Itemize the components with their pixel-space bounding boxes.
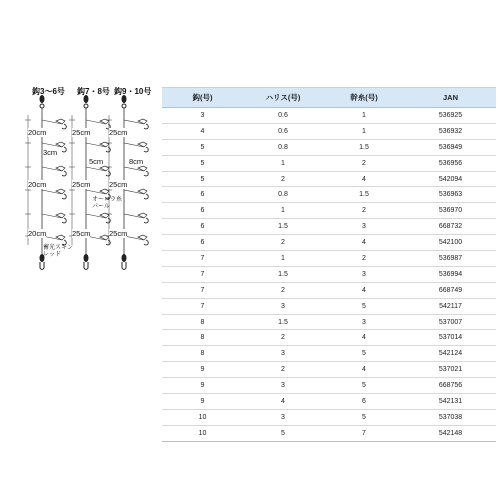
- cell-harris: 1: [243, 155, 323, 171]
- table-row: [162, 171, 496, 187]
- cell-jan: 536994: [405, 266, 496, 282]
- table-row: [162, 219, 496, 235]
- cell-harris: 2: [243, 235, 323, 251]
- cell-harris: 2: [243, 330, 323, 346]
- cell-mainline: 2: [323, 251, 405, 267]
- table-row: [162, 394, 496, 410]
- cell-mainline: 1: [323, 108, 405, 124]
- table-row: [162, 298, 496, 314]
- cell-mainline: 5: [323, 378, 405, 394]
- dim-g3-middle: 25cm: [109, 180, 128, 189]
- cell-jan: 542100: [405, 235, 496, 251]
- hook-icon: [62, 124, 66, 129]
- hook-icon: [144, 171, 148, 176]
- table-header-row: [162, 88, 496, 108]
- cell-jan: 542117: [405, 298, 496, 314]
- dim-g3-lower: 25cm: [109, 229, 128, 238]
- cell-hook: 9: [162, 378, 243, 394]
- cell-harris: 3: [243, 409, 323, 425]
- cell-harris: 1: [243, 251, 323, 267]
- hook-icon: [144, 240, 148, 245]
- hook-icon: [106, 171, 110, 176]
- cell-jan: 536932: [405, 123, 496, 139]
- cell-harris: 3: [243, 298, 323, 314]
- cell-hook: 6: [162, 187, 243, 203]
- cell-hook: 8: [162, 330, 243, 346]
- cell-mainline: 3: [323, 314, 405, 330]
- col-header-mainline: 幹糸(号): [323, 88, 405, 108]
- cell-mainline: 4: [323, 362, 405, 378]
- cell-jan: 537038: [405, 409, 496, 425]
- cell-mainline: 3: [323, 219, 405, 235]
- table-row: [162, 123, 496, 139]
- hook-icon: [106, 147, 110, 152]
- branch-line: [124, 120, 144, 124]
- table-row: [162, 425, 496, 441]
- cell-harris: 2: [243, 282, 323, 298]
- hook-icon: [62, 194, 66, 199]
- cell-mainline: 4: [323, 282, 405, 298]
- cell-mainline: 2: [323, 155, 405, 171]
- swivel-ring-icon: [84, 104, 88, 108]
- cell-jan: 536956: [405, 155, 496, 171]
- table-row: [162, 235, 496, 251]
- cell-jan: 668749: [405, 282, 496, 298]
- swivel-ring-icon: [40, 104, 44, 108]
- rig-diagram: [0, 0, 170, 300]
- cell-harris: 4: [243, 394, 323, 410]
- cell-hook: 9: [162, 394, 243, 410]
- cell-mainline: 5: [323, 346, 405, 362]
- branch-line: [42, 167, 62, 171]
- table-row: [162, 203, 496, 219]
- col-header-hook: 鈎(号): [162, 88, 243, 108]
- cell-hook: 6: [162, 235, 243, 251]
- branch-line: [42, 143, 62, 147]
- cell-jan: 536925: [405, 108, 496, 124]
- cell-jan: 536963: [405, 187, 496, 203]
- cell-harris: 0.6: [243, 108, 323, 124]
- snap-icon: [122, 262, 126, 270]
- cell-hook: 8: [162, 314, 243, 330]
- cell-jan: 536970: [405, 203, 496, 219]
- snap-icon: [40, 262, 44, 270]
- cell-jan: 537021: [405, 362, 496, 378]
- table-row: [162, 155, 496, 171]
- table-row: [162, 330, 496, 346]
- cell-jan: 537014: [405, 330, 496, 346]
- cell-hook: 6: [162, 219, 243, 235]
- cell-hook: 7: [162, 251, 243, 267]
- cell-harris: 0.6: [243, 123, 323, 139]
- branch-line: [124, 190, 144, 194]
- cell-hook: 7: [162, 282, 243, 298]
- dim-g3-upper: 25cm: [109, 128, 128, 137]
- dim-g1-branch: 3cm: [43, 148, 58, 157]
- cell-harris: 1: [243, 203, 323, 219]
- cell-mainline: 2: [323, 203, 405, 219]
- cell-hook: 8: [162, 346, 243, 362]
- cell-mainline: 1: [323, 123, 405, 139]
- dim-g3-branch: 8cm: [129, 157, 144, 166]
- table-row: [162, 187, 496, 203]
- cell-jan: 542124: [405, 346, 496, 362]
- cell-hook: 6: [162, 203, 243, 219]
- branch-line: [42, 190, 62, 194]
- cell-harris: 5: [243, 425, 323, 441]
- branch-line: [42, 120, 62, 124]
- group-label-9-10: 鈎9・10号: [114, 87, 152, 96]
- cell-harris: 1.5: [243, 266, 323, 282]
- cell-jan: 542094: [405, 171, 496, 187]
- hook-icon: [144, 194, 148, 199]
- hook-icon: [62, 218, 66, 223]
- swivel-bottom-icon: [84, 254, 89, 262]
- cell-harris: 1.5: [243, 314, 323, 330]
- cell-jan: 542148: [405, 425, 496, 441]
- table-row: [162, 108, 496, 124]
- cell-harris: 0.8: [243, 139, 323, 155]
- rig-illustration: [0, 0, 170, 300]
- dim-g1-lower: 20cm: [28, 229, 47, 238]
- cell-hook: 5: [162, 155, 243, 171]
- table-row: [162, 314, 496, 330]
- cell-harris: 2: [243, 362, 323, 378]
- col-header-jan: JAN: [405, 88, 496, 108]
- hook-icon: [62, 147, 66, 152]
- table-row: [162, 378, 496, 394]
- branch-line: [86, 143, 106, 147]
- hook-icon: [144, 218, 148, 223]
- note-luminous-skin: 蓄光スキン レッド: [43, 245, 73, 258]
- table-row: [162, 139, 496, 155]
- cell-mainline: 4: [323, 330, 405, 346]
- cell-jan: 536987: [405, 251, 496, 267]
- table-row: [162, 362, 496, 378]
- cell-mainline: 3: [323, 266, 405, 282]
- snap-icon: [84, 262, 88, 270]
- dim-g2-branch: 5cm: [89, 157, 104, 166]
- branch-line: [86, 120, 106, 124]
- group-label-7-8: 鈎7・8号: [77, 87, 110, 96]
- table-row: [162, 346, 496, 362]
- cell-hook: 5: [162, 171, 243, 187]
- cell-mainline: 5: [323, 409, 405, 425]
- group-label-3-6: 鈎3～6号: [32, 87, 65, 96]
- cell-harris: 1.5: [243, 219, 323, 235]
- dim-g1-upper: 20cm: [28, 128, 47, 137]
- cell-hook: 7: [162, 298, 243, 314]
- col-header-harris: ハリス(号): [243, 88, 323, 108]
- note-aurora-pearl: オーロラ糸 パール: [92, 197, 123, 210]
- hook-icon: [62, 171, 66, 176]
- branch-line: [86, 167, 106, 171]
- cell-jan: 537007: [405, 314, 496, 330]
- cell-mainline: 6: [323, 394, 405, 410]
- dim-g2-middle: 25cm: [72, 180, 91, 189]
- cell-jan: 668732: [405, 219, 496, 235]
- cell-mainline: 4: [323, 235, 405, 251]
- cell-hook: 10: [162, 425, 243, 441]
- cell-hook: 3: [162, 108, 243, 124]
- hook-icon: [106, 240, 110, 245]
- table-row: [162, 282, 496, 298]
- table-row: [162, 251, 496, 267]
- swivel-ring-icon: [122, 104, 126, 108]
- table-body: [162, 108, 496, 442]
- cell-mainline: 7: [323, 425, 405, 441]
- cell-hook: 7: [162, 266, 243, 282]
- branch-line: [124, 214, 144, 218]
- hook-icon: [106, 218, 110, 223]
- branch-line: [86, 190, 106, 194]
- hook-icon: [144, 124, 148, 129]
- branch-line: [124, 167, 144, 171]
- branch-line: [124, 143, 144, 147]
- dim-g2-lower: 25cm: [72, 229, 91, 238]
- cell-mainline: 5: [323, 298, 405, 314]
- cell-harris: 2: [243, 171, 323, 187]
- table-row: [162, 266, 496, 282]
- table-row: [162, 409, 496, 425]
- swivel-bottom-icon: [122, 254, 127, 262]
- cell-jan: 668756: [405, 378, 496, 394]
- cell-mainline: 1.5: [323, 139, 405, 155]
- cell-harris: 0.8: [243, 187, 323, 203]
- dim-g2-upper: 25cm: [72, 128, 91, 137]
- spec-table: [162, 87, 496, 442]
- dim-g1-middle: 20cm: [28, 180, 47, 189]
- cell-harris: 3: [243, 378, 323, 394]
- cell-hook: 4: [162, 123, 243, 139]
- cell-hook: 9: [162, 362, 243, 378]
- branch-line: [86, 214, 106, 218]
- cell-mainline: 1.5: [323, 187, 405, 203]
- cell-hook: 5: [162, 139, 243, 155]
- cell-harris: 3: [243, 346, 323, 362]
- hook-icon: [144, 147, 148, 152]
- cell-hook: 10: [162, 409, 243, 425]
- cell-jan: 542131: [405, 394, 496, 410]
- branch-line: [42, 214, 62, 218]
- cell-mainline: 4: [323, 171, 405, 187]
- cell-jan: 536949: [405, 139, 496, 155]
